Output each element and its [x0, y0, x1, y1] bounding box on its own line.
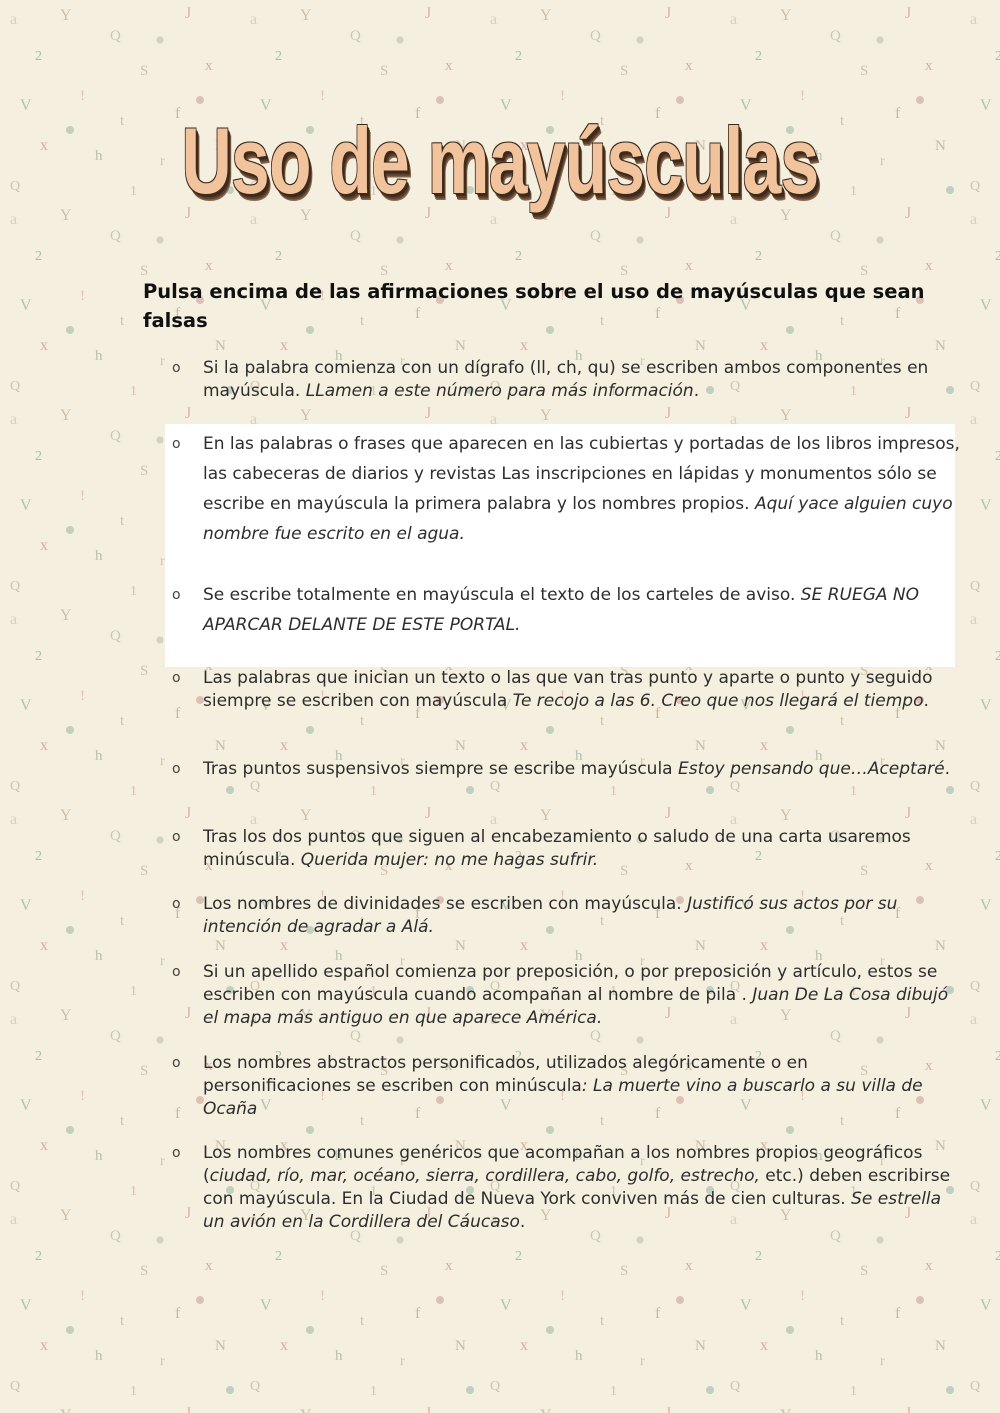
statement-6[interactable] [160, 826, 960, 872]
bullet-icon: o [172, 436, 181, 452]
statement-text: Los nombres comunes genéricos que acompañan a los nombres propios geográficos ( [203, 1143, 923, 1186]
statement-1[interactable] [160, 357, 960, 403]
statement-text: Los nombres de divinidades se escriben con mayúscula. [203, 894, 688, 914]
statement-text: Los nombres abstractos personificados, utilizados alegóricamente o en personificaciones se escriben con minúscula [203, 1053, 808, 1096]
statement-example: Juan De La Cosa dibujó el mapa más antiguo en que aparece América. [203, 985, 949, 1028]
bullet-icon: o [172, 829, 181, 845]
statement-example: Te recojo a las 6. Creo que nos llegará el tiempo [512, 691, 924, 711]
statement-10[interactable] [160, 1142, 960, 1234]
statement-example: LLamen a este número para más información [305, 381, 694, 401]
bullet-icon: o [172, 1055, 181, 1071]
statement-text: Se escribe totalmente en mayúscula el texto de los carteles de aviso. [203, 585, 801, 605]
statement-text: Si la palabra comienza con un dígrafo (ll, ch, qu) se escriben ambos componentes en mayúscula. [203, 358, 929, 401]
statement-4[interactable] [160, 667, 960, 713]
statement-example: SE RUEGA NO APARCAR DELANTE DE ESTE PORTAL. [203, 585, 920, 635]
statement-text: En las palabras o frases que aparecen en las cubiertas y portadas de los libros impresos, las cabeceras de diarios y revistas Las inscripciones en lápidas y monumentos sólo se escribe en mayúscula la primera palabra y los nombres propios. [203, 434, 960, 514]
statement-example: Estoy pensando que…Aceptaré [678, 759, 945, 779]
statement-tail: . [923, 691, 929, 711]
statement-example: Aquí yace alguien cuyo nombre fue escrito en el agua. [203, 494, 953, 544]
statement-3[interactable] [160, 580, 960, 640]
statement-text: Las palabras que inician un texto o las que van tras punto y aparte o punto y seguido siempre se escriben con mayúscula [203, 668, 933, 711]
statement-example: Justificó sus actos por su intención de agradar a Alá. [203, 894, 898, 937]
bullet-icon: o [172, 896, 181, 912]
statement-text: Tras los dos puntos que siguen al encabezamiento o saludo de una carta usaremos minúscula. [203, 827, 911, 870]
statement-8[interactable] [160, 961, 960, 1030]
statement-text-continued: etc.) deben escribirse con mayúscula. En la Ciudad de Nueva York conviven más de cien culturas. [203, 1166, 951, 1209]
statement-7[interactable] [160, 893, 960, 939]
statement-9[interactable] [160, 1052, 960, 1121]
statement-example: ciudad, río, mar, océano, sierra, cordillera, cabo, golfo, estrecho, [209, 1166, 760, 1186]
bullet-icon: o [172, 1145, 181, 1161]
bullet-icon: o [172, 964, 181, 980]
statement-tail: . [693, 381, 700, 401]
bullet-icon: o [172, 587, 181, 603]
instruction-text: Pulsa encima de las afirmaciones sobre el uso de mayúsculas que sean falsas [143, 280, 925, 332]
statement-5[interactable] [160, 758, 960, 781]
statement-text: Si un apellido español comienza por preposición, o por preposición y artículo, estos se escriben con mayúscula cuando acompañan al nombre de pila . [203, 962, 938, 1005]
bullet-icon: o [172, 360, 181, 376]
bullet-icon: o [172, 761, 181, 777]
statement-2[interactable] [160, 429, 960, 549]
statement-text: Tras puntos suspensivos siempre se escribe mayúscula [203, 759, 678, 779]
page-title: Uso de mayúsculas [181, 108, 819, 213]
statement-example-2: Se estrella un avión en la Cordillera del Cáucaso [203, 1189, 942, 1232]
statement-example: : La muerte vino a buscarlo a su villa de Ocaña [203, 1076, 923, 1119]
bullet-icon: o [172, 670, 181, 686]
statement-example: Querida mujer: no me hagas sufrir. [300, 850, 599, 870]
statement-tail: . [944, 759, 950, 779]
statement-tail: . [519, 1212, 526, 1232]
